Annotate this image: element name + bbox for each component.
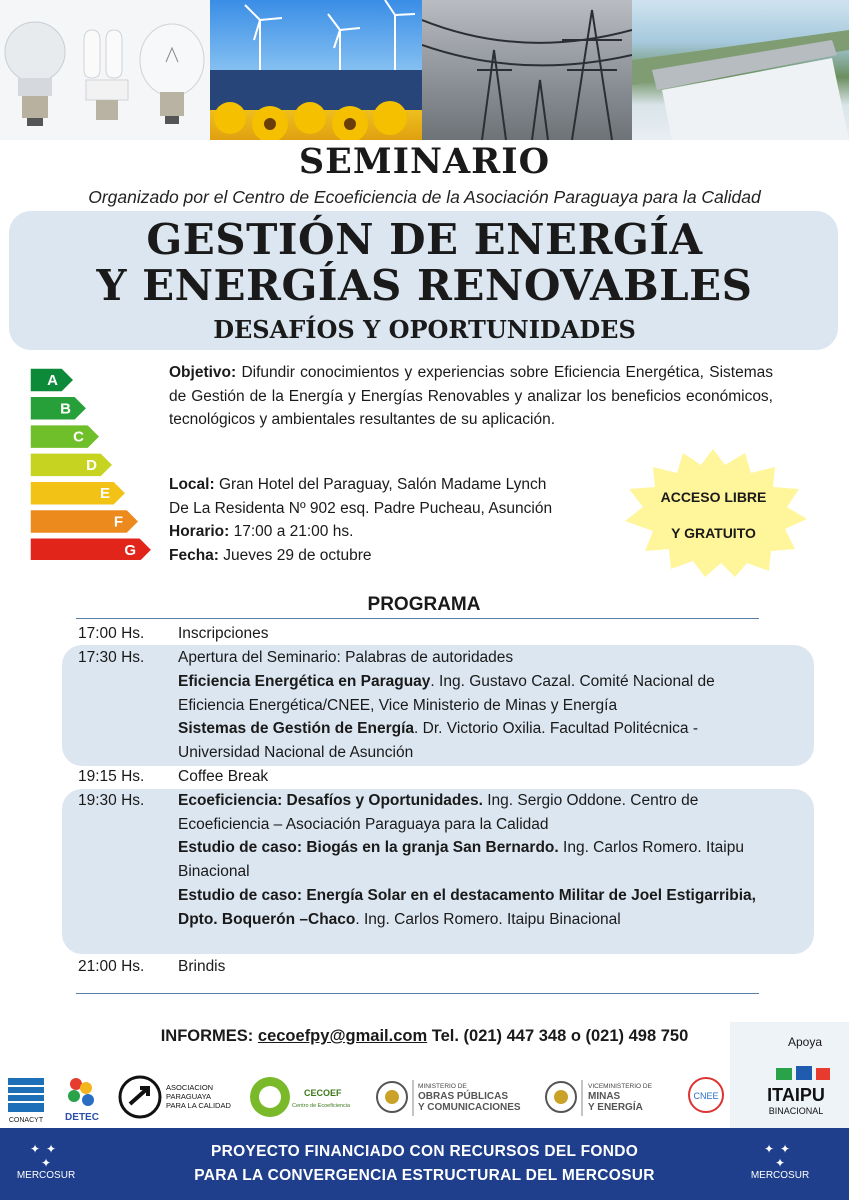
energy-class-g <box>30 538 152 560</box>
mercosur-stars-icon: ✦✦ <box>763 1142 797 1156</box>
row-desc <box>178 717 778 764</box>
talk-speaker: . Ing. Carlos Romero. Itaipu Binacional <box>355 910 621 928</box>
program-row <box>78 836 778 883</box>
contact-label: INFORMES: <box>160 1027 254 1045</box>
main-title <box>0 217 849 309</box>
talk-title: Estudio de caso: Biogás en la granja San Bernardo. <box>178 839 559 856</box>
objective-label: Objetivo: <box>169 364 237 381</box>
cnee-text: CNEE <box>693 1091 719 1101</box>
cnee-logo <box>689 1078 723 1112</box>
row-time: 19:30 Hs. <box>78 792 145 809</box>
light-bulbs-photo <box>0 0 210 140</box>
apc-logo <box>120 1077 231 1117</box>
contact-phones: Tel. (021) 447 348 o (021) 498 750 <box>431 1027 689 1045</box>
energy-rating-graphic <box>30 364 158 560</box>
energy-class-f <box>30 510 139 534</box>
energy-class-c <box>30 425 100 449</box>
energy-class-letter: E <box>99 485 110 503</box>
mercosur-text-right: MERCOSUR <box>750 1170 810 1181</box>
mercosur-stars-icon: ✦✦ <box>29 1142 63 1156</box>
organizer-line: Organizado por el Centro de Ecoeficiencia de la Asociación Paraguaya para la Calidad <box>88 187 761 207</box>
itaipu-logo <box>767 1066 830 1116</box>
program-row <box>78 884 778 931</box>
row-desc: Apertura del Seminario: Palabras de autoridades <box>178 649 514 666</box>
contact-line <box>0 1027 849 1046</box>
row-time: 17:30 Hs. <box>78 649 145 666</box>
wind-solar-photo <box>210 0 422 140</box>
conacyt-logo <box>8 1078 44 1124</box>
energy-class-e <box>30 481 126 505</box>
apc-text-3: PARA LA CALIDAD <box>166 1101 231 1110</box>
conacyt-text: CONACYT <box>8 1117 44 1124</box>
local-label: Local: <box>169 476 215 493</box>
row-desc <box>178 884 778 931</box>
power-towers-photo <box>422 0 632 140</box>
mopc-logo <box>377 1080 521 1116</box>
row-desc <box>178 789 778 836</box>
vmme-text-1: VICEMINISTERIO DE <box>588 1083 652 1090</box>
seminar-kicker: SEMINARIO <box>298 141 551 182</box>
apc-text-1: ASOCIACION <box>166 1083 214 1092</box>
energy-class-letter: F <box>113 513 123 531</box>
itaipu-subtext: BINACIONAL <box>768 1106 824 1116</box>
objective-text: Difundir conocimientos y experiencias sobre Eficiencia Energética, Sistemas de Gestión de la Energía y Energías Renovables y analizar los beneficios económicos, tecnológicos y ambientales resultantes de su aplicación. <box>169 364 773 428</box>
program-row <box>78 789 778 836</box>
subtitle: DESAFÍOS Y OPORTUNIDADES <box>213 315 636 344</box>
mercosur-logo-left: ✦✦ ✦ MERCOSUR <box>6 1142 86 1181</box>
free-access-text <box>617 479 810 551</box>
apoya-label: Apoya <box>787 1035 823 1049</box>
sponsor-logos <box>0 1066 849 1128</box>
footer-line1: PROYECTO FINANCIADO CON RECURSOS DEL FONDO <box>210 1143 639 1160</box>
mercosur-text-left: MERCOSUR <box>16 1170 76 1181</box>
row-time: 19:15 Hs. <box>78 768 145 785</box>
vmme-logo <box>546 1080 653 1116</box>
talk-speaker: . Ing. Gustavo Cazal. Comité Nacional de Eficiencia Energética/CNEE, Vice Ministerio de Minas y Energía <box>178 673 715 714</box>
dam-photo <box>632 0 849 140</box>
mercosur-logo-right: ✦✦ ✦ MERCOSUR <box>740 1142 820 1181</box>
horario-value: 17:00 a 21:00 hs. <box>233 523 354 540</box>
mopc-text-2: OBRAS PÚBLICAS <box>418 1091 509 1102</box>
row-desc: Inscripciones <box>178 625 269 642</box>
energy-class-letter: D <box>86 456 97 474</box>
detec-logo <box>65 1078 99 1123</box>
talk-title: Sistemas de Gestión de Energía <box>178 720 415 737</box>
energy-class-d <box>30 453 113 477</box>
row-desc: Coffee Break <box>178 768 269 785</box>
footer-line2: PARA LA CONVERGENCIA ESTRUCTURAL DEL MERCOSUR <box>194 1167 655 1184</box>
cecoef-text: CECOEF <box>304 1088 342 1098</box>
cecoef-logo <box>250 1077 351 1117</box>
energy-class-letter: B <box>60 400 71 418</box>
vmme-text-3: Y ENERGÍA <box>588 1102 643 1113</box>
contact-email-link[interactable]: cecoefpy@gmail.com <box>257 1027 428 1045</box>
local-value: Gran Hotel del Paraguay, Salón Madame Lynch <box>218 476 547 493</box>
program-row <box>78 622 778 646</box>
row-desc: Brindis <box>178 958 226 975</box>
vmme-text-2: MINAS <box>588 1091 621 1102</box>
energy-class-letter: A <box>47 372 58 389</box>
energy-class-letter: C <box>73 428 84 446</box>
program-top-rule <box>76 618 759 619</box>
footer-text <box>0 1140 849 1188</box>
row-desc <box>178 670 778 717</box>
program-row <box>78 765 778 789</box>
badge-line2: Y GRATUITO <box>671 525 756 541</box>
main-title-line2: Y ENERGÍAS RENOVABLES <box>96 261 753 310</box>
program-row <box>78 646 778 670</box>
talk-title: Eficiencia Energética en Paraguay <box>178 673 431 690</box>
horario-label: Horario: <box>169 523 230 540</box>
talk-title: Ecoeficiencia: Desafíos y Oportunidades. <box>178 792 483 809</box>
program-row <box>78 717 778 764</box>
apc-text-2: PARAGUAYA <box>166 1092 212 1101</box>
venue-info <box>169 473 609 567</box>
row-time: 17:00 Hs. <box>78 625 145 642</box>
main-title-line1: GESTIÓN DE ENERGÍA <box>146 215 703 264</box>
energy-class-a <box>30 368 74 392</box>
program-row <box>78 955 778 979</box>
row-time: 21:00 Hs. <box>78 958 145 975</box>
cecoef-subtext: Centro de Ecoeficiencia <box>292 1103 351 1109</box>
talk-speaker: . Dr. Victorio Oxilia. Facultad Politécnica - Universidad Nacional de Asunción <box>178 720 699 761</box>
program-bottom-rule <box>76 993 759 994</box>
program-title: PROGRAMA <box>367 594 481 615</box>
row-desc <box>178 836 778 883</box>
mopc-text-1: MINISTERIO DE <box>418 1083 467 1090</box>
itaipu-text: ITAIPU <box>767 1085 825 1105</box>
talk-speaker: Ing. Carlos Romero. Itaipu Binacional <box>178 839 744 880</box>
fecha-value: Jueves 29 de octubre <box>223 546 372 564</box>
talk-title: Estudio de caso: Energía Solar en el destacamento Militar de Joel Estigarribia, Dpto. Boquerón –Chaco <box>178 887 756 928</box>
energy-class-b <box>30 396 87 420</box>
energy-class-letter: G <box>124 541 136 559</box>
mopc-text-3: Y COMUNICACIONES <box>418 1102 521 1113</box>
badge-line1: ACCESO LIBRE <box>660 489 767 505</box>
detec-text: DETEC <box>65 1112 99 1123</box>
header-photo-strip <box>0 0 849 140</box>
objective-paragraph <box>169 361 773 432</box>
fecha-label: Fecha: <box>169 546 219 564</box>
talk-speaker: Ing. Sergio Oddone. Centro de Ecoeficiencia – Asociación Paraguaya para la Calidad <box>178 792 699 833</box>
address-value: De La Residenta Nº 902 esq. Padre Pucheau, Asunción <box>169 499 553 517</box>
program-row <box>78 670 778 717</box>
